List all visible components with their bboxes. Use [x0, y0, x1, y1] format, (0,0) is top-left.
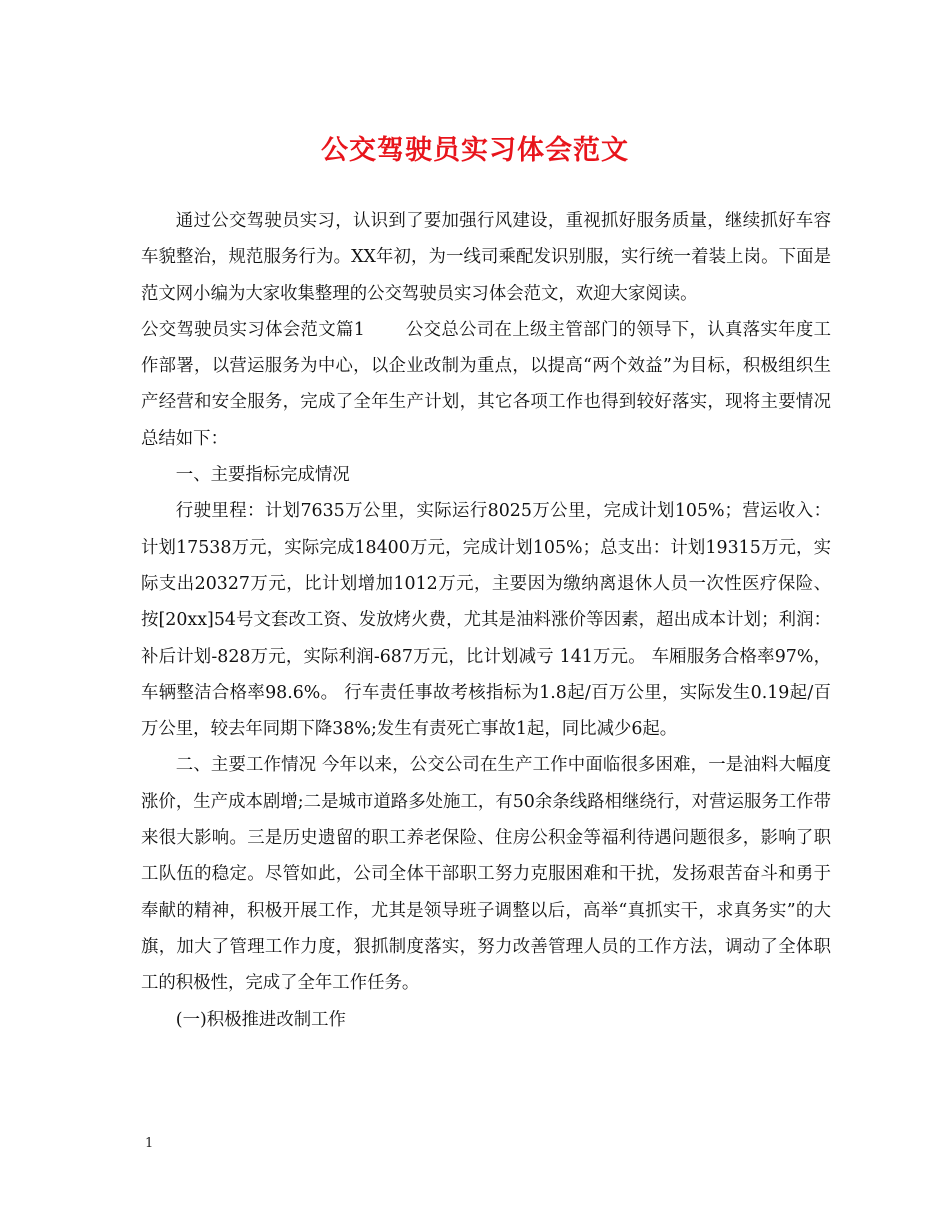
document-body: [141, 203, 831, 1038]
section-2-paragraph: 二、主要工作情况 今年以来，公交公司在生产工作中面临很多困难，一是油料大幅度涨价，生产成本剧增;二是城市道路多处施工，有50余条线路相继绕行，对营运服务工作带来很大影响。三是历史遗留的职工养老保险、住房公积金等福利待遇问题很多，影响了职工队伍的稳定。尽管如此，公司全体干部职工努力克服困难和干扰，发扬艰苦奋斗和勇于奉献的精神，积极开展工作，尤其是领导班子调整以后，高举“真抓实干，求真务实”的大旗，加大了管理工作力度，狠抓制度落实，努力改善管理人员的工作方法，调动了全体职工的积极性，完成了全年工作任务。: [141, 755, 831, 994]
document-title: 公交驾驶员实习体会范文: [321, 135, 629, 166]
intro-paragraph: 通过公交驾驶员实习，认识到了要加强行风建设，重视抓好服务质量，继续抓好车容车貌整治，规范服务行为。XX年初，为一线司乘配发识别服，实行统一着装上岗。下面是范文网小编为大家收集整理的公交驾驶员实习体会范文，欢迎大家阅读。: [141, 211, 831, 304]
page-number: 1: [145, 1136, 154, 1151]
article-label: 公交驾驶员实习体会范文篇1: [141, 319, 365, 340]
subheading-reform: (一)积极推进改制工作: [175, 1009, 346, 1030]
article-lead: 公交总公司在上级主管部门的领导下，认真落实年度工作部署，以营运服务为中心，以企业改制为重点，以提高“两个效益”为目标，积极组织生产经营和安全服务，完成了全年生产计划，其它各项工作也得到较好落实，现将主要情况总结如下：: [141, 319, 831, 449]
heading-main-indicators: 一、主要指标完成情况: [175, 465, 350, 486]
article-paragraph: [141, 312, 831, 457]
indicators-paragraph: 行驶里程：计划7635万公里，实际运行8025万公里，完成计划105%；营运收入：计划17538万元，实际完成18400万元，完成计划105%；总支出：计划19315万元，实际支出20327万元，比计划增加1012万元，主要因为缴纳离退休人员一次性医疗保险、按[20xx]54号文套改工资、发放烤火费，尤其是油料涨价等因素，超出成本计划；利润：补后计划-828万元，实际利润-687万元，比计划减亏 141万元。 车厢服务合格率97%，车辆整洁合格率98.6%。 行车责任事故考核指标为1.8起/百万公里，实际发生0.19起/百万公里，较去年同期下降38%;发生有责死亡事故1起，同比减少6起。: [141, 501, 831, 740]
